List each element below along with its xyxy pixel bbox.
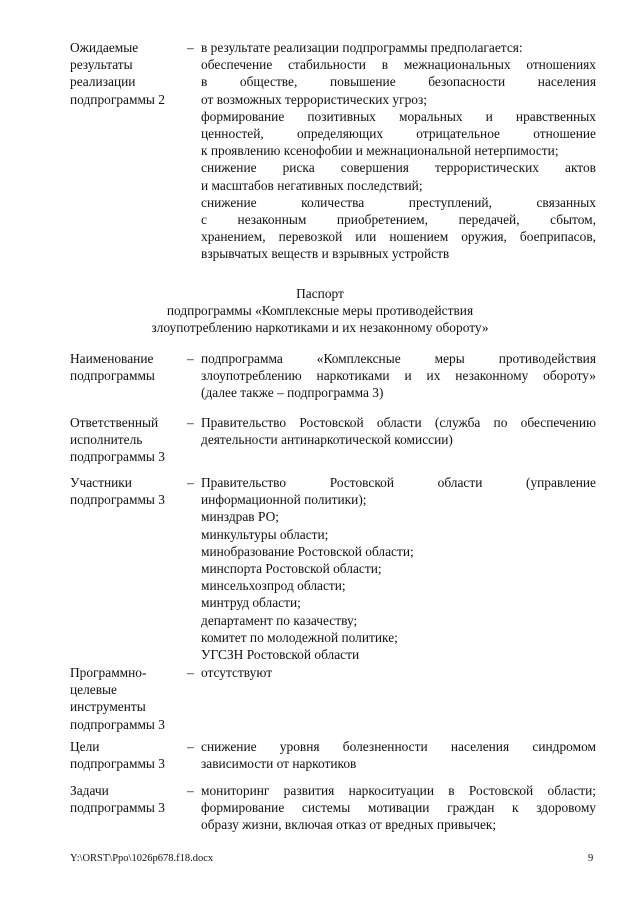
row-value — [201, 414, 596, 448]
row-value-line: к проявлению ксенофобии и межнациональной нетерпимости; — [201, 143, 559, 159]
row-value-line: деятельности антинаркотической комиссии) — [201, 432, 453, 448]
row-value-line: минздрав РО; — [201, 509, 279, 525]
row-label-line: подпрограммы 2 — [70, 91, 165, 107]
row-label-line: подпрограммы 3 — [70, 449, 165, 465]
row-label-line: Ответственный — [70, 415, 159, 430]
row-value-line: обеспечение стабильности в межнациональных отношениях — [201, 57, 596, 73]
row-value-line: и масштабов негативных последствий; — [201, 177, 423, 193]
row-label-line: результаты — [70, 57, 133, 73]
row-value-line: с незаконным приобретением, передачей, сбытом, — [201, 212, 596, 228]
row-value-line: формирование позитивных моральных и нравственных — [201, 108, 596, 124]
row-label-line: подпрограммы 3 — [70, 756, 165, 772]
row-value-line: формирование системы мотивации граждан к здоровому — [201, 800, 596, 816]
row-value-line: взрывчатых веществ и взрывных устройств — [201, 246, 450, 262]
row-value-line: отсутствуют — [201, 665, 273, 680]
row-value-line: злоупотреблению наркотиками и их незаконному обороту» — [201, 368, 596, 384]
row-dash: – — [187, 475, 194, 490]
row-value — [201, 664, 596, 681]
row-label-line: подпрограммы 3 — [70, 492, 165, 508]
row-label-line: Программно- — [70, 665, 147, 680]
row-label-line: Задачи — [70, 783, 109, 798]
row-value-line: снижение риска совершения террористических актов — [201, 160, 596, 176]
passport-title: Паспорт — [296, 286, 344, 301]
row-value-line: хранением, перевозкой или ношением оружия, боеприпасов, — [201, 229, 596, 245]
row-value-line: Правительство Ростовской области (управление — [201, 475, 596, 490]
row-value-line: от возможных террористических угроз; — [201, 91, 427, 107]
row-value-line: Правительство Ростовской области (служба по обеспечению — [201, 415, 596, 430]
row-value — [201, 39, 596, 263]
row-value-line: подпрограмма «Комплексные меры противодействия — [201, 351, 596, 366]
row-value-line: минтруд области; — [201, 595, 301, 611]
row-label — [70, 782, 180, 816]
row-dash: – — [187, 40, 194, 55]
row-value-line: ценностей, определяющих отрицательное отношение — [201, 126, 596, 142]
footer-file-path: Y:\ORST\Ppo\1026p678.f18.docx — [70, 853, 214, 864]
row-value-line: комитет по молодежной политике; — [201, 629, 398, 645]
row-value-line: зависимости от наркотиков — [201, 756, 357, 772]
row-label-line: инструменты — [70, 699, 146, 715]
passport-subtitle-line2: злоупотреблению наркотиками и их незаконному обороту» — [151, 320, 489, 335]
row-dash: – — [187, 739, 194, 754]
row-value-line: (далее также – подпрограмма 3) — [201, 385, 384, 401]
row-value-line: УГСЗН Ростовской области — [201, 647, 360, 663]
row-value-line: снижение количества преступлений, связанных — [201, 194, 596, 210]
row-label-line: Ожидаемые — [70, 40, 139, 55]
row-label-line: Участники — [70, 475, 132, 490]
row-value — [201, 738, 596, 772]
row-label — [70, 738, 180, 772]
row-value-line: департамент по казачеству; — [201, 612, 358, 628]
row-label-line: реализации — [70, 74, 136, 90]
row-label-line: подпрограммы 3 — [70, 716, 165, 732]
row-value-line: образу жизни, включая отказ от вредных привычек; — [201, 817, 497, 833]
row-value-line: минкультуры области; — [201, 526, 329, 542]
row-dash: – — [187, 415, 194, 430]
footer-page-number: 9 — [588, 853, 594, 864]
row-label — [70, 664, 180, 733]
row-label-line: Цели — [70, 739, 100, 754]
row-value — [201, 474, 596, 663]
row-label-line: целевые — [70, 682, 117, 698]
row-value — [201, 782, 596, 834]
row-label — [70, 414, 180, 466]
row-value-line: минсельхозпрод области; — [201, 578, 346, 594]
row-dash: – — [187, 783, 194, 798]
row-value-line: минспорта Ростовской области; — [201, 561, 382, 577]
row-value-line: в результате реализации подпрограммы предполагается: — [201, 40, 523, 55]
row-label-line: Наименование — [70, 351, 154, 366]
row-label — [70, 39, 180, 108]
row-label-line: подпрограммы — [70, 368, 155, 384]
row-label — [70, 474, 180, 508]
row-value-line: в обществе, повышение безопасности населения — [201, 74, 596, 90]
row-label-line: подпрограммы 3 — [70, 800, 165, 816]
row-label — [70, 350, 180, 384]
passport-subtitle-line1: подпрограммы «Комплексные меры противодействия — [166, 303, 474, 318]
row-value — [201, 350, 596, 402]
row-value-line: информационной политики); — [201, 492, 367, 508]
row-label-line: исполнитель — [70, 432, 143, 448]
row-value-line: снижение уровня болезненности населения синдромом — [201, 739, 596, 754]
row-dash: – — [187, 351, 194, 366]
row-dash: – — [187, 665, 194, 680]
row-value-line: минобразование Ростовской области; — [201, 543, 414, 559]
row-value-line: мониторинг развития наркоситуации в Ростовской области; — [201, 783, 596, 798]
